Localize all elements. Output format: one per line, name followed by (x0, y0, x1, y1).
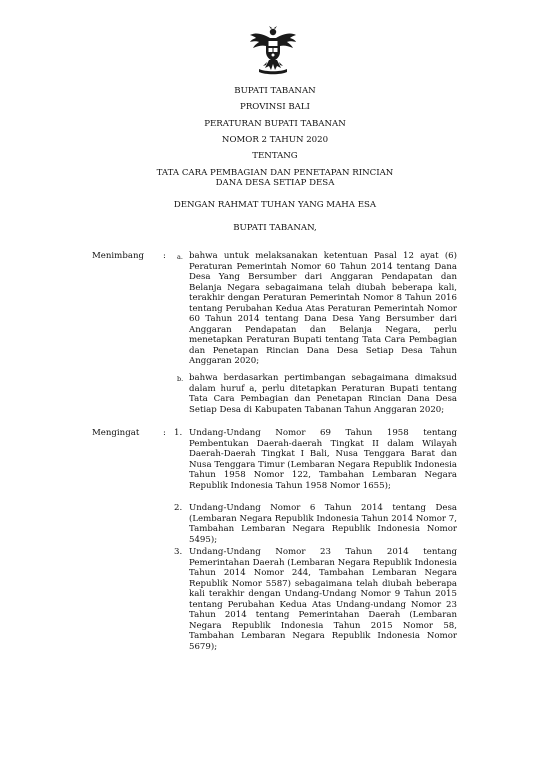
menimbang-item-text: bahwa untuk melaksanakan ketentuan Pasal 12 ayat (6) Peraturan Pemerintah Nomor 60 Tahun 2014 tentang Dana Desa Yang Bersumber dari Anggaran Pendapatan dan Belanja Negara sebagaimana telah diubah beberapa kali, terakhir dengan Peraturan Pemerintah Nomor 8 Tahun 2016 tentang Perubahan Kedua Atas Peraturan Pemerintah Nomor 60 Tahun 2014 tentang Dana Desa Yang Bersumber dari Anggaran Pendapatan dan Belanja Negara, perlu menetapkan Peraturan Bupati tentang Tata Cara Pembagian dan Penetapan Rincian Dana Desa Setiap Desa Tahun Anggaran 2020; (189, 251, 457, 366)
menimbang-item-text: bahwa berdasarkan pertimbangan sebagaimana dimaksud dalam huruf a, perlu ditetapkan Peraturan Bupati tentang Tata Cara Pembagian dan Penetapan Rincian Dana Desa Setiap Desa di Kabupaten Tabanan Tahun Anggaran 2020; (189, 373, 457, 415)
header-nomor: NOMOR 2 TAHUN 2020 (221, 135, 329, 145)
menimbang-label: Menimbang (92, 251, 144, 261)
menimbang-item-marker: a. (177, 253, 183, 261)
mengingat-item-text: Undang-Undang Nomor 6 Tahun 2014 tentang Desa (Lembaran Negara Republik Indonesia Tahun 2014 Nomor 7, Tambahan Lembaran Negara Republik Indonesia Nomor 5495); (189, 503, 457, 545)
header-rahmat: DENGAN RAHMAT TUHAN YANG MAHA ESA (173, 200, 377, 210)
mengingat-item-number: 2. (174, 503, 183, 513)
menimbang-item-marker: b. (177, 375, 184, 383)
header-title-line1: TATA CARA PEMBAGIAN DAN PENETAPAN RINCIAN (156, 168, 394, 178)
garuda-emblem-icon (249, 26, 297, 76)
mengingat-item-number: 1. (174, 428, 183, 438)
header-tentang: TENTANG (252, 151, 298, 161)
mengingat-item-text: Undang-Undang Nomor 23 Tahun 2014 tentang Pemerintahan Daerah (Lembaran Negara Republik Indonesia Tahun 2014 Nomor 244, Tambahan Lembaran Negara Republik Nomor 5587) sebagaimana telah diubah beberapa kali terakhir dengan Undang-Undang Nomor 9 Tahun 2015 tentang Perubahan Kedua Atas Undang-undang Nomor 23 Tahun 2014 tentang Pemerintahan Daerah (Lembaran Negara Republik Indonesia Tahun 2015 Nomor 58, Tambahan Lembaran Negara Republik Indonesia Nomor 5679); (189, 547, 457, 652)
mengingat-item-text: Undang-Undang Nomor 69 Tahun 1958 tentang Pembentukan Daerah-daerah Tingkat II dalam Wilayah Daerah-Daerah Tingkat I Bali, Nusa Tenggara Barat dan Nusa Tenggara Timur (Lembaran Negara Republik Indonesia Tahun 1958 Nomor 122, Tambahan Lembaran Negara Republik Indonesia Tahun 1958 Nomor 1655); (189, 428, 457, 491)
header-provinsi: PROVINSI BALI (240, 102, 310, 112)
header-peraturan: PERATURAN BUPATI TABANAN (204, 119, 346, 129)
header-title-line2: DANA DESA SETIAP DESA (215, 178, 335, 188)
mengingat-label: Mengingat (92, 428, 140, 438)
menimbang-colon: : (163, 251, 166, 261)
mengingat-colon: : (163, 428, 166, 438)
header-bupati-comma: BUPATI TABANAN, (233, 223, 317, 233)
header-bupati: BUPATI TABANAN (234, 86, 316, 96)
mengingat-item-number: 3. (174, 547, 183, 557)
